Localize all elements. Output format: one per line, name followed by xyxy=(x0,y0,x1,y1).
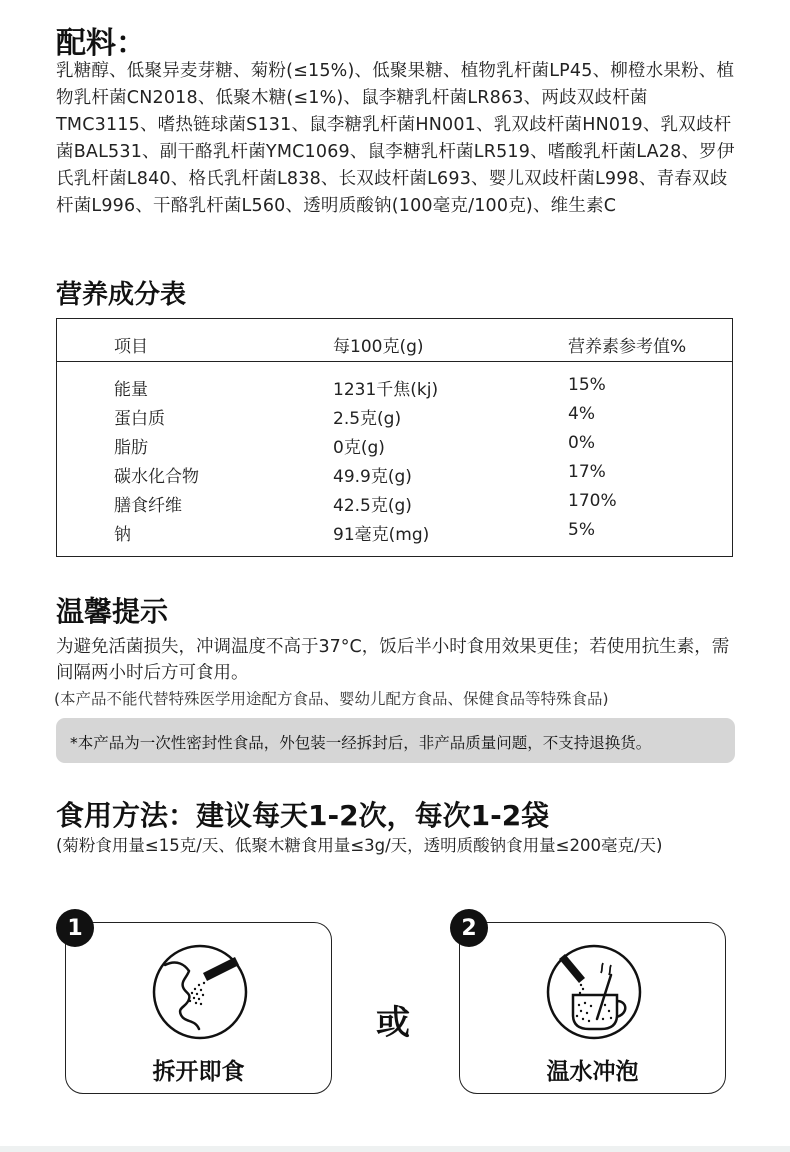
row-value: 1231千焦(kj) xyxy=(333,380,439,400)
row-value: 0克(g) xyxy=(333,438,385,458)
table-row xyxy=(57,520,732,549)
table-row xyxy=(57,462,732,491)
notice-banner xyxy=(56,718,735,763)
row-nrv: 4% xyxy=(568,404,595,424)
step-number-badge: 2 xyxy=(450,909,488,947)
row-item: 碳水化合物 xyxy=(114,467,199,487)
header-item: 项目 xyxy=(114,337,148,357)
row-value: 42.5克(g) xyxy=(333,496,412,516)
tips-title: 温馨提示 xyxy=(56,595,169,628)
row-nrv: 15% xyxy=(568,375,606,395)
row-item: 蛋白质 xyxy=(114,409,165,429)
ingredients-title: 配料： xyxy=(56,26,146,61)
table-row xyxy=(57,375,732,404)
step-number-badge: 1 xyxy=(56,909,94,947)
notice-text: *本产品为一次性密封性食品，外包装一经拆封后，非产品质量问题，不支持退换货。 xyxy=(70,734,652,752)
cup-stir-icon xyxy=(545,943,643,1041)
header-per-100g: 每100克(g) xyxy=(333,337,424,357)
table-row xyxy=(57,491,732,520)
table-row xyxy=(57,433,732,462)
ingredients-text: 乳糖醇、低聚异麦芽糖、菊粉(≤15%)、低聚果糖、植物乳杆菌LP45、柳橙水果粉、植物乳杆菌CN2018、低聚木糖(≤1%)、鼠李糖乳杆菌LR863、两歧双歧杆菌TMC3115、嗜热链球菌S131、鼠李糖乳杆菌HN001、乳双歧杆菌HN019、乳双歧杆菌BAL531、副干酪乳杆菌YMC1069、鼠李糖乳杆菌LR519、嗜酸乳杆菌LA28、罗伊氏乳杆菌L840、格氏乳杆菌L838、长双歧杆菌L693、婴儿双歧杆菌L998、青春双歧杆菌L996、干酪乳杆菌L560、透明质酸钠(100毫克/100克)、维生素C xyxy=(56,61,735,216)
row-value: 91毫克(mg) xyxy=(333,525,430,545)
step-card-warm-water xyxy=(459,922,726,1094)
row-item: 能量 xyxy=(114,380,148,400)
row-item: 钠 xyxy=(114,525,131,545)
usage-title: 食用方法：建议每天1-2次，每次1-2袋 xyxy=(56,799,550,832)
mouth-powder-icon xyxy=(151,943,249,1041)
header-nrv: 营养素参考值% xyxy=(568,337,687,357)
usage-dosage-note: (菊粉食用量≤15克/天、低聚木糖食用量≤3g/天，透明质酸钠食用量≤200毫克/天) xyxy=(56,836,663,855)
or-separator: 或 xyxy=(376,1003,410,1043)
step-label: 拆开即食 xyxy=(152,1059,245,1085)
table-row xyxy=(57,404,732,433)
nutrition-table-header xyxy=(57,319,732,362)
row-nrv: 17% xyxy=(568,462,606,482)
row-nrv: 5% xyxy=(568,520,595,540)
row-nrv: 170% xyxy=(568,491,617,511)
row-item: 脂肪 xyxy=(114,438,148,458)
row-value: 2.5克(g) xyxy=(333,409,402,429)
step-card-eat-directly xyxy=(65,922,332,1094)
bottom-divider xyxy=(0,1146,790,1152)
nutrition-title: 营养成分表 xyxy=(56,280,187,310)
tips-text: 为避免活菌损失，冲调温度不高于37°C，饭后半小时食用效果更佳；若使用抗生素，需间隔两小时后方可食用。 xyxy=(56,637,730,683)
nutrition-table xyxy=(56,318,733,557)
row-item: 膳食纤维 xyxy=(114,496,182,516)
row-value: 49.9克(g) xyxy=(333,467,412,487)
step-label: 温水冲泡 xyxy=(546,1059,639,1085)
tips-note: (本产品不能代替特殊医学用途配方食品、婴幼儿配方食品、保健食品等特殊食品) xyxy=(54,690,609,708)
row-nrv: 0% xyxy=(568,433,595,453)
